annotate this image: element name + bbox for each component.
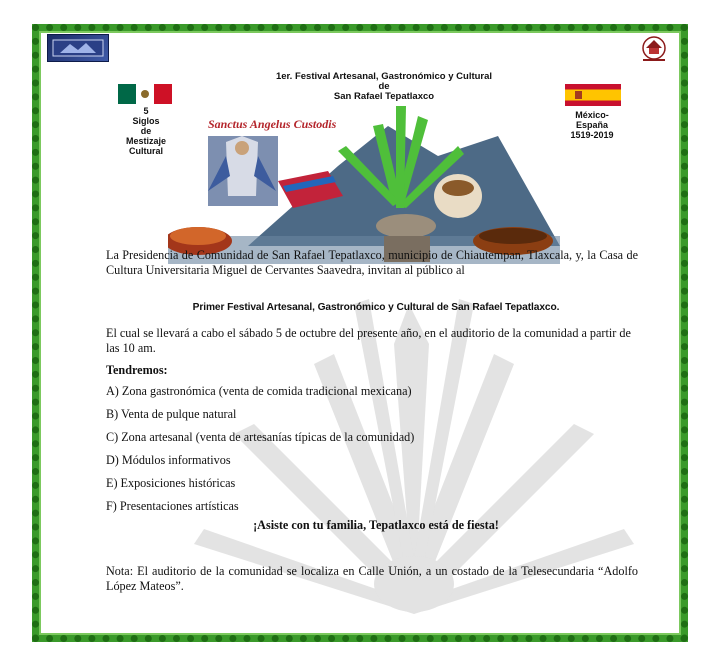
intro-paragraph: La Presidencia de Comunidad de San Rafael Tepatlaxco, municipio de Chiautempan, Tlaxcala, y, la Casa de Cultura Universitaria Miguel de Cervantes Saavedra, invitan al público al <box>106 248 638 277</box>
right-caption-line: México- <box>575 110 609 120</box>
left-caption-line: Mestizaje <box>125 136 167 146</box>
cultural-house-logo-icon <box>632 34 676 64</box>
left-caption-line: de <box>140 126 152 136</box>
right-caption-line: España <box>575 120 608 130</box>
list-item: D) Módulos informativos <box>106 453 231 467</box>
left-caption-line: Cultural <box>128 146 163 156</box>
festival-collage-image <box>168 96 560 264</box>
list-heading: Tendremos: <box>106 363 168 377</box>
collage-banner-text: Sanctus Angelus Custodis <box>208 117 337 131</box>
list-item: C) Zona artesanal (venta de artesanías típicas de la comunidad) <box>106 430 415 444</box>
right-caption-line: 1519-2019 <box>570 130 614 140</box>
flyer-content <box>44 34 676 632</box>
community-logo-icon <box>47 34 109 62</box>
list-item: B) Venta de pulque natural <box>106 407 237 421</box>
activities-list <box>106 384 626 522</box>
list-item: E) Exposiciones históricas <box>106 476 236 490</box>
location-note: Nota: El auditorio de la comunidad se localiza en Calle Unión, a un costado de la Telesecundaria “Adolfo López Mateos”. <box>106 564 638 593</box>
right-caption <box>560 110 624 140</box>
spain-flag-icon <box>565 84 621 106</box>
closing-line: ¡Asiste con tu familia, Tepatlaxco está de fiesta! <box>253 518 499 532</box>
list-item: A) Zona gastronómica (venta de comida tradicional mexicana) <box>106 384 412 398</box>
left-caption-line: 5 <box>143 106 149 116</box>
header-title-line1: 1er. Festival Artesanal, Gastronómico y Cultural <box>275 71 493 82</box>
left-caption-line: Siglos <box>132 116 160 126</box>
event-name: Primer Festival Artesanal, Gastronómico y Cultural de San Rafael Tepatlaxco. <box>192 302 560 313</box>
list-item: F) Presentaciones artísticas <box>106 499 239 513</box>
mexico-flag-icon <box>118 84 172 104</box>
details-paragraph: El cual se llevará a cabo el sábado 5 de octubre del presente año, en el auditorio de la comunidad a partir de las 10 am. <box>106 326 631 355</box>
header-title-line3: San Rafael Tepatlaxco <box>333 91 435 102</box>
header-title-line2: de <box>378 81 390 92</box>
